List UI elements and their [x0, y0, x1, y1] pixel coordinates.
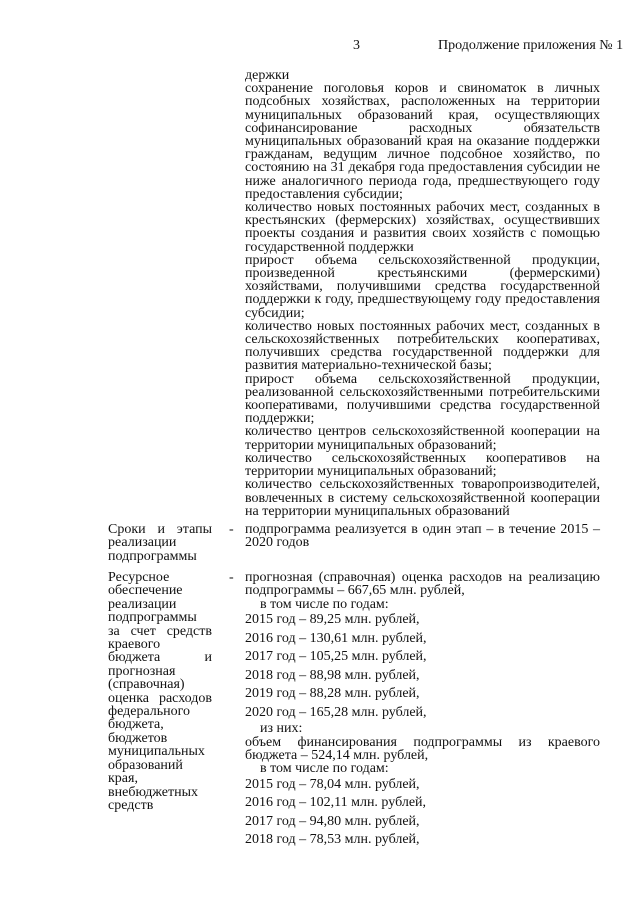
indicators-text — [245, 69, 600, 518]
resources-value — [245, 571, 600, 850]
year-amount: 2016 год – 130,61 млн. рублей, — [245, 630, 427, 646]
resources-label: Ресурсное обеспечение реализации подпрограммы за счет средств краевого бюджета и прогнозная (справочная) оценка расходов федерального бюджета, бюджетов муниципальных образований края, внебюджетных средств — [108, 570, 212, 813]
regional-year-amount: 2015 год – 78,04 млн. рублей, — [245, 776, 420, 792]
year-amount: 2019 год – 88,28 млн. рублей, — [245, 686, 420, 702]
regional-budget-amount: объем финансирования подпрограммы из краевого бюджета – 524,14 млн. рублей, — [245, 734, 600, 763]
appendix-continuation: Продолжение приложения № 1 — [438, 38, 624, 53]
total-estimate: прогнозная (справочная) оценка расходов на реализацию подпрограммы – 667,65 млн. рублей, — [245, 570, 600, 599]
terms-label: Сроки и этапы реализации подпрограммы — [108, 522, 212, 564]
of-them-label: из них: — [260, 721, 303, 737]
regional-by-years-label: в том числе по годам: — [260, 761, 389, 777]
page-number: 3 — [353, 38, 360, 53]
year-amount: 2017 год – 105,25 млн. рублей, — [245, 649, 427, 665]
regional-year-amount: 2018 год – 78,53 млн. рублей, — [245, 832, 420, 848]
regional-year-amount: 2017 год – 94,80 млн. рублей, — [245, 813, 420, 829]
terms-value: подпрограмма реализуется в один этап – в течение 2015 – 2020 годов — [245, 522, 600, 551]
year-amount: 2018 год – 88,98 млн. рублей, — [245, 667, 420, 683]
indicator-item: прирост объема сельскохозяйственной продукции, реализованной сельскохозяйственными потребительскими кооперативами, получившими средства государственной поддержки; — [245, 371, 600, 427]
regional-year-amount: 2016 год – 102,11 млн. рублей, — [245, 795, 427, 811]
indicator-item: держки — [245, 68, 290, 83]
indicator-item: количество центров сельскохозяйственной кооперации на территории муниципальных образований; — [245, 424, 600, 453]
by-years-label: в том числе по годам: — [260, 596, 389, 612]
indicator-item: количество новых постоянных рабочих мест, созданных в сельскохозяйственных потребительских кооперативах, получивших средства государственной поддержки для развития материально-технической базы; — [245, 318, 600, 374]
indicator-item: количество новых постоянных рабочих мест, созданных в крестьянских (фермерских) хозяйствах, осуществивших проекты создания и развития своих хозяйств с помощью государственной поддержки — [245, 200, 600, 255]
year-amount: 2020 год – 165,28 млн. рублей, — [245, 704, 427, 720]
indicator-item: сохранение поголовья коров и свиноматок в личных подсобных хозяйствах, расположенных на территории муниципальных образований края, осуществляющих софинансирование расходных обязательств муниципальных образований края на оказание поддержки гражданам, ведущим личное подсобное хозяйство, по состоянию на 31 декабря года предоставления субсидии не ниже аналогичного периода года, предшествующего году предоставления субсидии; — [245, 81, 600, 202]
year-amount: 2015 год – 89,25 млн. рублей, — [245, 612, 420, 628]
row-dash: - — [229, 522, 234, 537]
indicator-item: количество сельскохозяйственных товаропроизводителей, вовлеченных в систему сельскохозяйственной кооперации на территории муниципальных образований — [245, 477, 600, 519]
row-dash: - — [229, 570, 234, 585]
indicator-item: прирост объема сельскохозяйственной продукции, произведенной крестьянскими (фермерскими) хозяйствами, получившими средства государственной поддержки к году, предшествующему году предоставления субсидии; — [245, 252, 600, 321]
indicator-item: количество сельскохозяйственных кооперативов на территории муниципальных образований; — [245, 450, 600, 480]
